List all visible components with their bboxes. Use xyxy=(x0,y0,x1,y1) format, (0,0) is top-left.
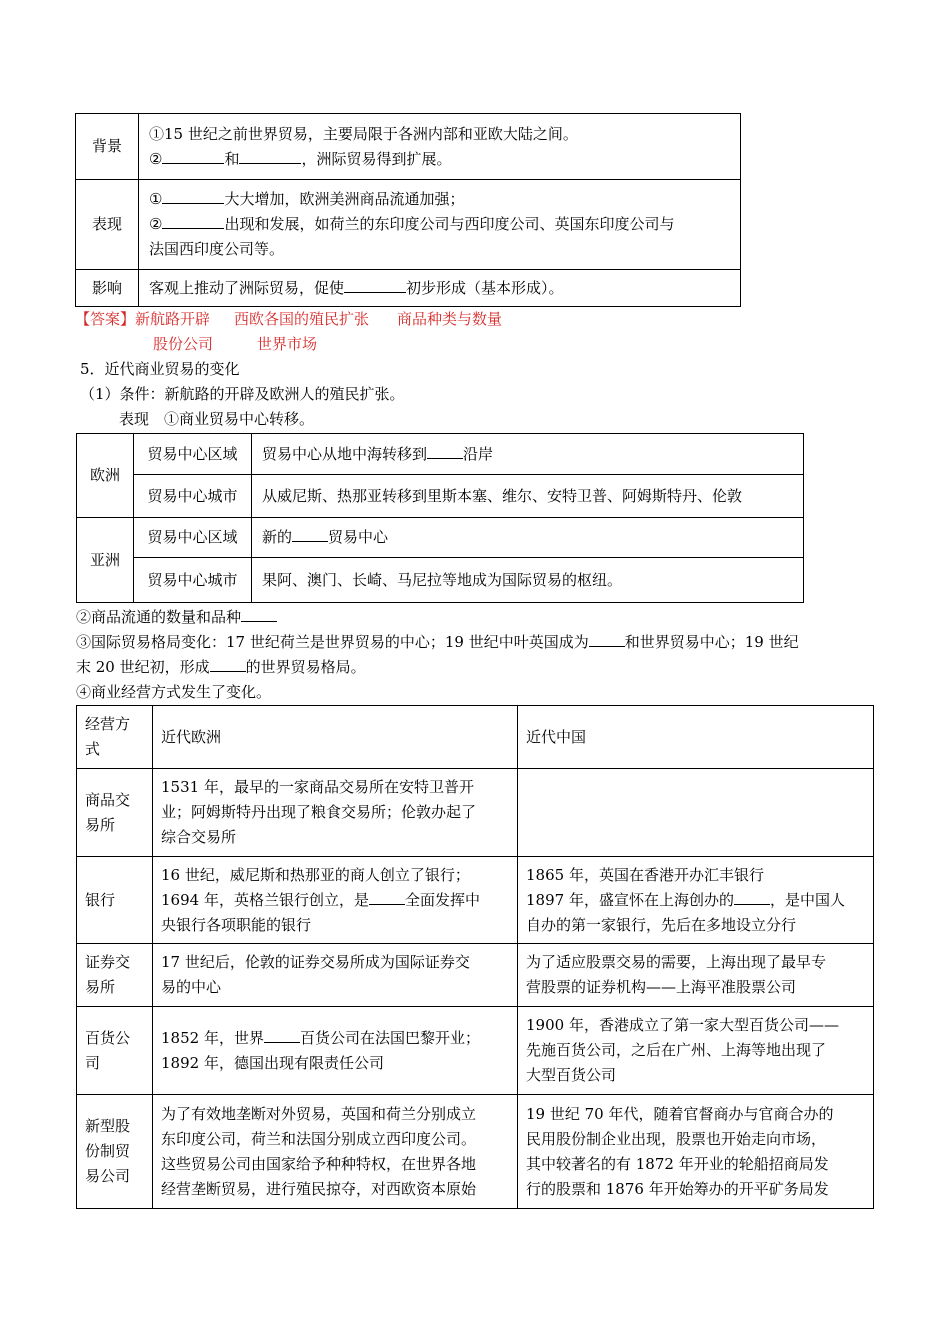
europe-cell: 为了有效地垄断对外贸易，英国和荷兰分别成立 东印度公司，荷兰和法国分别成立西印度公司。 这些贸易公司由国家给予种种特权，在世界各地 经营垄断贸易，进行殖民掠夺，对西欧资本原始 xyxy=(153,1095,518,1209)
value-cell: 果阿、澳门、长崎、马尼拉等地成为国际贸易的枢纽。 xyxy=(252,558,804,603)
region-asia: 亚洲 xyxy=(77,518,134,603)
region-europe: 欧洲 xyxy=(77,434,134,518)
condition-line: （1）条件：新航路的开辟及欧洲人的殖民扩张。 xyxy=(80,385,405,403)
blank-line xyxy=(210,657,246,672)
blank-line xyxy=(264,1028,300,1043)
note-2: ②商品流通的数量和品种 xyxy=(76,606,277,628)
text-line: ① 大大增加，欧洲美洲商品流通加强； xyxy=(149,190,465,208)
impact-content: 客观上推动了洲际贸易，促使 初步形成（基本形成）。 xyxy=(139,270,741,307)
row-label: 商品交 易所 xyxy=(77,769,153,857)
key-cell: 贸易中心区域 xyxy=(134,434,252,475)
blank-line xyxy=(369,890,405,905)
blank-line xyxy=(241,607,277,622)
text-line: ② 和 ，洲际贸易得到扩展。 xyxy=(149,149,452,168)
performance-content xyxy=(139,180,741,270)
blank-line xyxy=(344,278,406,293)
text-line: 法国西印度公司等。 xyxy=(149,240,285,258)
background-content xyxy=(139,114,741,180)
blank-line xyxy=(292,527,328,542)
china-cell: 19 世纪 70 年代，随着官督商办与官商合办的 民用股份制企业出现，股票也开始走向市场， 其中较著名的有 1872 年开业的轮船招商局发 行的股票和 1876 年开始筹办的开平矿务局发 xyxy=(518,1095,874,1209)
note-3: ③国际贸易格局变化：17 世纪荷兰是世界贸易的中心；19 世纪中叶英国成为 和世界贸易中心；19 世纪 xyxy=(76,633,799,651)
value-cell: 新的 贸易中心 xyxy=(252,518,804,558)
china-cell: 1900 年，香港成立了第一家大型百货公司—— 先施百货公司，之后在广州、上海等地出现了 大型百货公司 xyxy=(518,1007,874,1095)
row-label: 新型股 份制贸 易公司 xyxy=(77,1095,153,1209)
text-line: ①15 世纪之前世界贸易，主要局限于各洲内部和亚欧大陆之间。 xyxy=(149,124,578,143)
china-cell: 为了适应股票交易的需要，上海出现了最早专 营股票的证券机构——上海平准股票公司 xyxy=(518,944,874,1007)
key-cell: 贸易中心城市 xyxy=(134,475,252,518)
blank-line xyxy=(239,149,301,164)
blank-line xyxy=(162,214,224,229)
business-table xyxy=(76,705,874,1209)
china-cell: 1865 年，英国在香港开办汇丰银行 1897 年，盛宣怀在上海创办的 ，是中国人 自办的第一家银行，先后在多地设立分行 xyxy=(518,857,874,944)
text-line: ② 出现和发展，如荷兰的东印度公司与西印度公司、英国东印度公司与 xyxy=(149,215,675,233)
europe-cell: 1852 年，世界 百货公司在法国巴黎开业； 1892 年，德国出现有限责任公司 xyxy=(153,1007,518,1095)
key-cell: 贸易中心区域 xyxy=(134,518,252,558)
answer-tag: 【答案】 xyxy=(75,310,136,328)
blank-line xyxy=(162,149,224,164)
china-cell xyxy=(518,769,874,857)
row-label: 银行 xyxy=(77,857,153,944)
trade-center-table xyxy=(76,433,804,603)
answer-line-2: 股份公司 世界市场 xyxy=(153,335,318,353)
row-label-performance: 表现 xyxy=(76,180,139,270)
value-cell: 从威尼斯、热那亚转移到里斯本塞、维尔、安特卫普、阿姆斯特丹、伦敦 xyxy=(252,475,804,518)
key-cell: 贸易中心城市 xyxy=(134,558,252,603)
note-4: ④商业经营方式发生了变化。 xyxy=(76,683,272,701)
blank-line xyxy=(162,189,224,204)
row-label-background: 背景 xyxy=(76,114,139,180)
value-cell: 贸易中心从地中海转移到 沿岸 xyxy=(252,434,804,475)
blank-line xyxy=(589,632,625,647)
europe-cell: 1531 年，最早的一家商品交易所在安特卫普开 业；阿姆斯特丹出现了粮食交易所；伦敦办起了 综合交易所 xyxy=(153,769,518,857)
blank-line xyxy=(427,444,463,459)
section-title: 5．近代商业贸易的变化 xyxy=(80,360,240,378)
row-label-impact: 影响 xyxy=(76,270,139,307)
performance-line: 表现 ①商业贸易中心转移。 xyxy=(119,410,315,428)
row-label: 百货公 司 xyxy=(77,1007,153,1095)
europe-cell: 16 世纪，威尼斯和热那亚的商人创立了银行； 1694 年，英格兰银行创立，是 全面发挥中 央银行各项职能的银行 xyxy=(153,857,518,944)
row-label: 证券交 易所 xyxy=(77,944,153,1007)
answer-line-1: 【答案】新航路开辟 西欧各国的殖民扩张 商品种类与数量 xyxy=(75,310,503,328)
trade-table xyxy=(75,113,741,307)
header-china: 近代中国 xyxy=(518,706,874,769)
header-europe: 近代欧洲 xyxy=(153,706,518,769)
blank-line xyxy=(734,890,770,905)
header-method: 经营方 式 xyxy=(77,706,153,769)
europe-cell: 17 世纪后，伦敦的证券交易所成为国际证券交 易的中心 xyxy=(153,944,518,1007)
note-3-cont: 末 20 世纪初，形成 的世界贸易格局。 xyxy=(76,658,366,676)
